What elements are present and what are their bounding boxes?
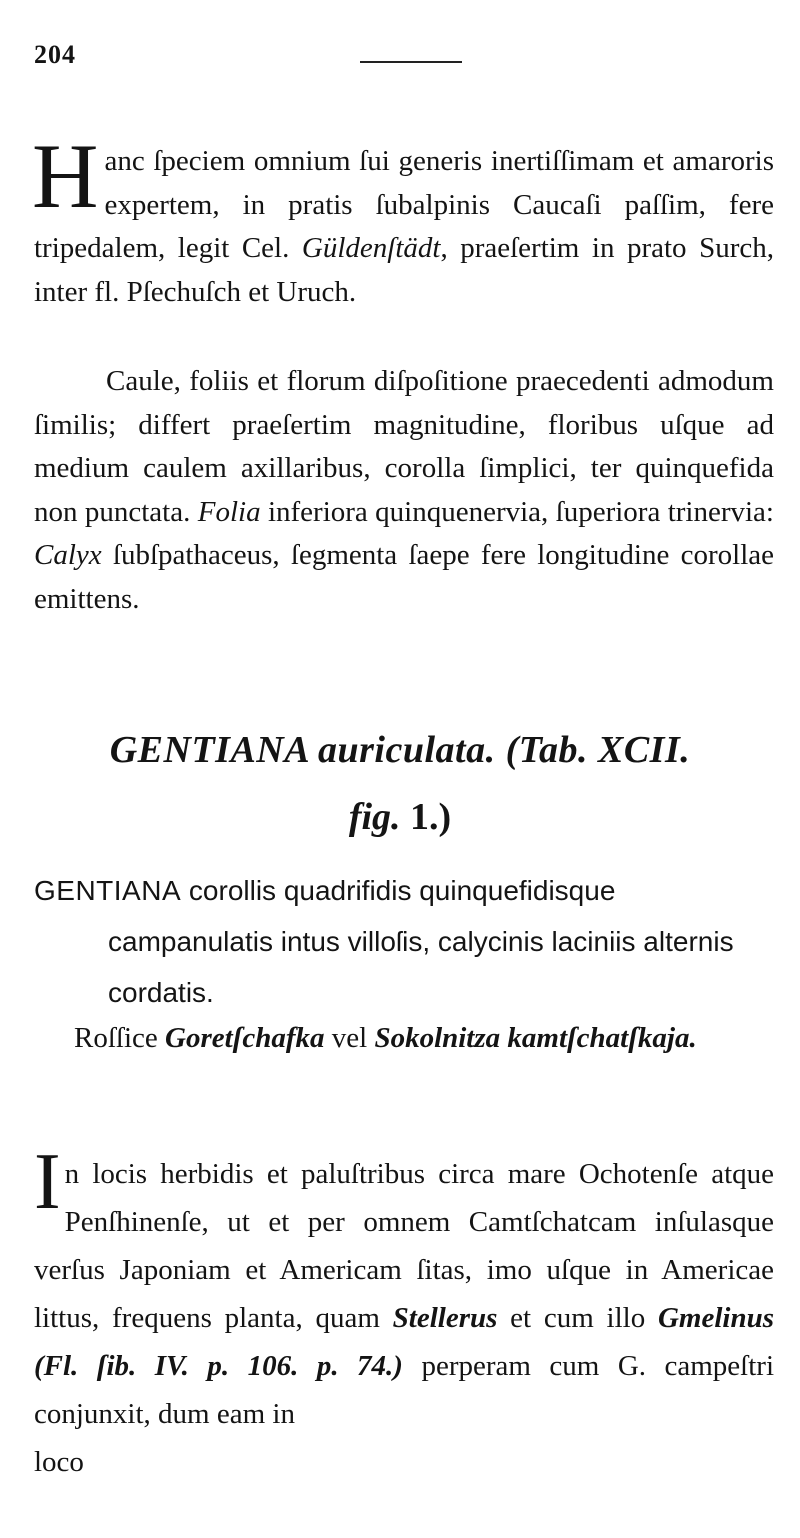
calyx-term: Calyx [34,539,102,571]
intro-text: anc ſpeciem omnium ſui generis inertiſſimam et amaroris expertem, in pratis ſubalpinis Caucaſi paſſim, fere tripedalem, legit Cel. [34,145,774,264]
species-heading: GENTIANA auriculata. (Tab. XCII. [109,729,691,771]
folia-term: Folia [197,495,261,528]
description-paragraph [34,360,774,621]
description-text-3: ſubſpathaceus, ſegmenta ſaepe fere longitudine corollae emittens. [34,539,774,615]
description-text-1: Caule, foliis et florum diſpoſitione praecedenti admodum ſimilis; differt praeſertim magnitudine, floribus uſque ad medium caulem axillaribus, corolla ſimplici, ter quinquefida non punctata. [34,365,774,528]
gmelin-citation: Gmelinus (Fl. ſib. IV. p. 106. p. 74.) [34,1302,774,1382]
habitat-text-1: n locis herbidis et paluſtribus circa mare Ochotenſe atque Penſhinenſe, ut et per omnem Camtſchatcam inſulasque verſus Japoniam et Americam ſitas, imo uſque in Americae littus, frequens planta, quam [34,1158,774,1334]
author-name: Güldenſtädt [301,232,441,264]
species-diagnosis [34,865,774,1018]
description-text-2: inferiora quinquenervia, ſuperiora trinervia: [260,495,774,528]
header-rule [360,61,462,63]
habitat-paragraph [34,1138,775,1486]
page-number: 204 [34,40,76,69]
catchword: loco [34,1446,84,1478]
figure-label: fig. [348,796,401,838]
vernacular-label: Roſſice [74,1022,166,1054]
drop-cap: H [32,125,99,227]
genus-name: GENTIANA [34,875,182,906]
vernacular-names [74,1016,774,1060]
vernacular-connector: vel [324,1022,375,1054]
species-heading-figure [0,795,800,839]
habitat-text-3: perperam cum G. campeſtri conjunxit, dum eam in [34,1350,775,1430]
habitat-text-2: et cum illo [497,1302,658,1334]
steller-name: Stellerus [392,1302,498,1334]
figure-number: 1.) [410,796,452,838]
intro-text-continued: , praeſertim in prato Surch, inter fl. Pſechuſch et Uruch. [34,232,774,308]
drop-cap-2: I [34,1138,61,1226]
vernacular-name-1: Goretſchafka [165,1022,325,1054]
diagnosis-text: corollis quadrifidis quinquefidisque campanulatis intus villoſis, calycinis laciniis alternis cordatis. [108,875,734,1008]
vernacular-name-2: Sokolnitza kamtſchatſkaja. [374,1022,697,1054]
intro-paragraph [32,125,774,314]
